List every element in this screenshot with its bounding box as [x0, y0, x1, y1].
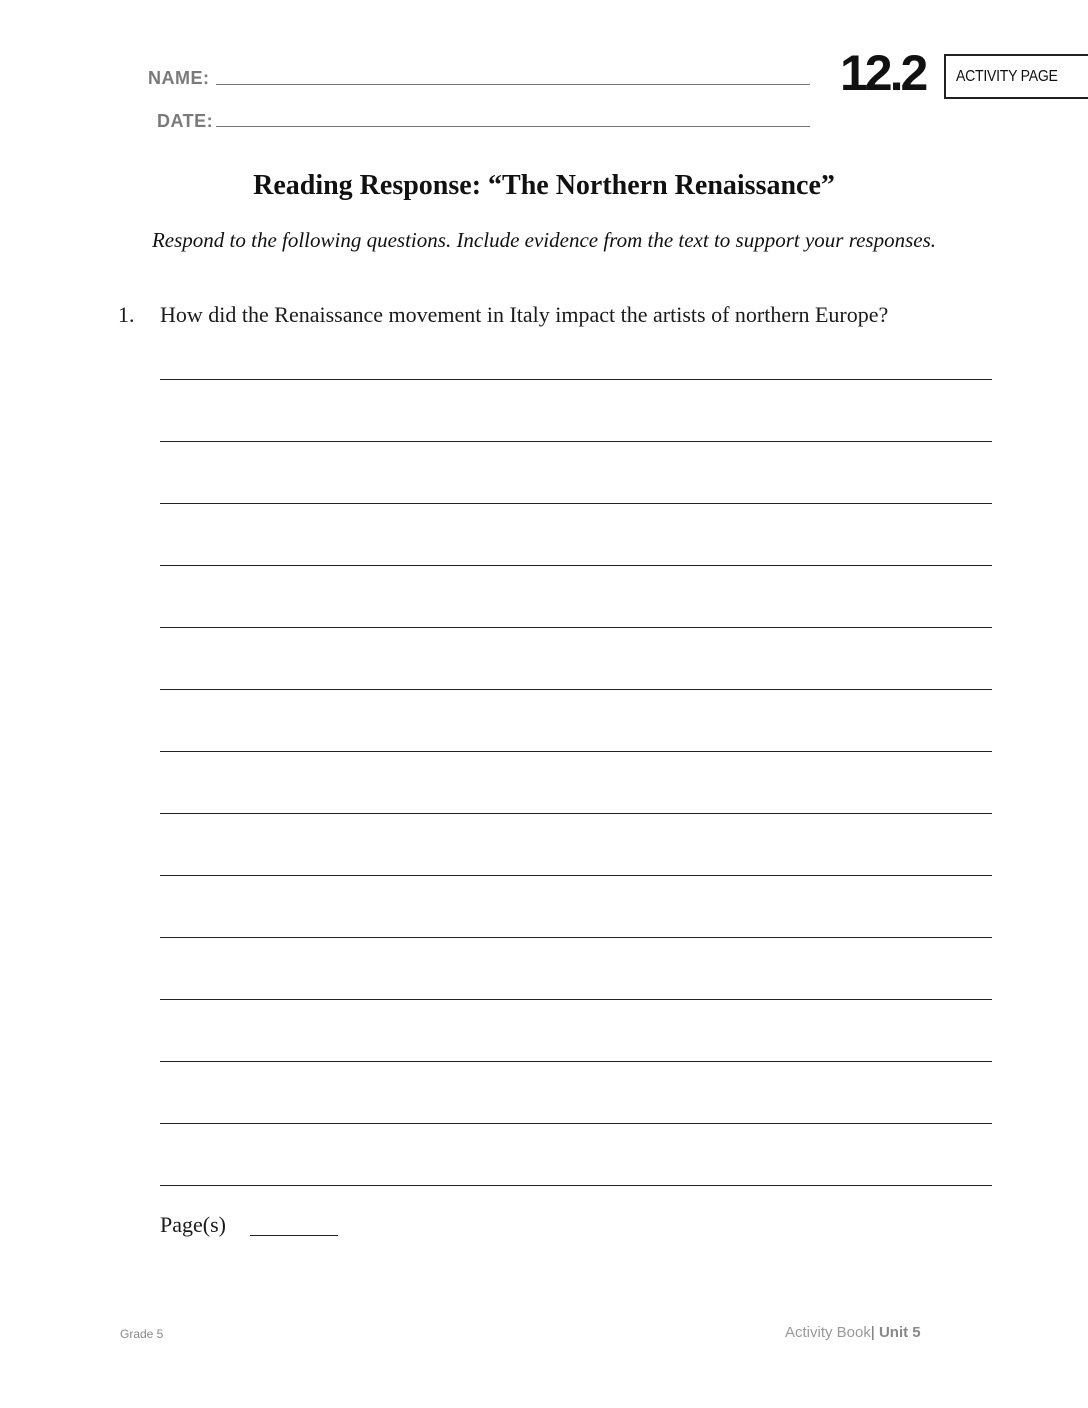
answer-line[interactable]	[160, 1185, 992, 1186]
answer-line[interactable]	[160, 689, 992, 690]
answer-line[interactable]	[160, 813, 992, 814]
name-field[interactable]	[216, 84, 810, 85]
instructions: Respond to the following questions. Include evidence from the text to support your responses.	[151, 228, 937, 252]
answer-line[interactable]	[160, 875, 992, 876]
answer-line[interactable]	[160, 1061, 992, 1062]
footer-book: Activity Book	[785, 1324, 871, 1341]
name-label: NAME:	[148, 68, 210, 88]
answer-line[interactable]	[160, 751, 992, 752]
question-text: How did the Renaissance movement in Italy impact the artists of northern Europe?	[160, 302, 889, 327]
date-field[interactable]	[216, 126, 810, 127]
answer-line[interactable]	[160, 627, 992, 628]
answer-line[interactable]	[160, 1123, 992, 1124]
activity-page-label: ACTIVITY PAGE	[956, 68, 1058, 85]
pages-label: Page(s)	[160, 1212, 226, 1237]
footer-book-unit	[785, 1324, 921, 1341]
answer-line[interactable]	[160, 379, 992, 380]
footer-separator: |	[870, 1324, 875, 1341]
answer-line[interactable]	[160, 937, 992, 938]
footer-unit: Unit 5	[878, 1324, 921, 1341]
answer-line[interactable]	[160, 565, 992, 566]
page-title: Reading Response: “The Northern Renaissance”	[253, 170, 835, 201]
answer-line[interactable]	[160, 503, 992, 504]
answer-line[interactable]	[160, 999, 992, 1000]
date-label: DATE:	[157, 111, 214, 131]
activity-number: 12.2	[840, 45, 926, 101]
answer-line[interactable]	[160, 441, 992, 442]
pages-field[interactable]	[250, 1235, 338, 1236]
activity-page-badge	[944, 54, 1088, 99]
question-number: 1.	[118, 302, 135, 327]
footer-grade: Grade 5	[120, 1327, 164, 1341]
